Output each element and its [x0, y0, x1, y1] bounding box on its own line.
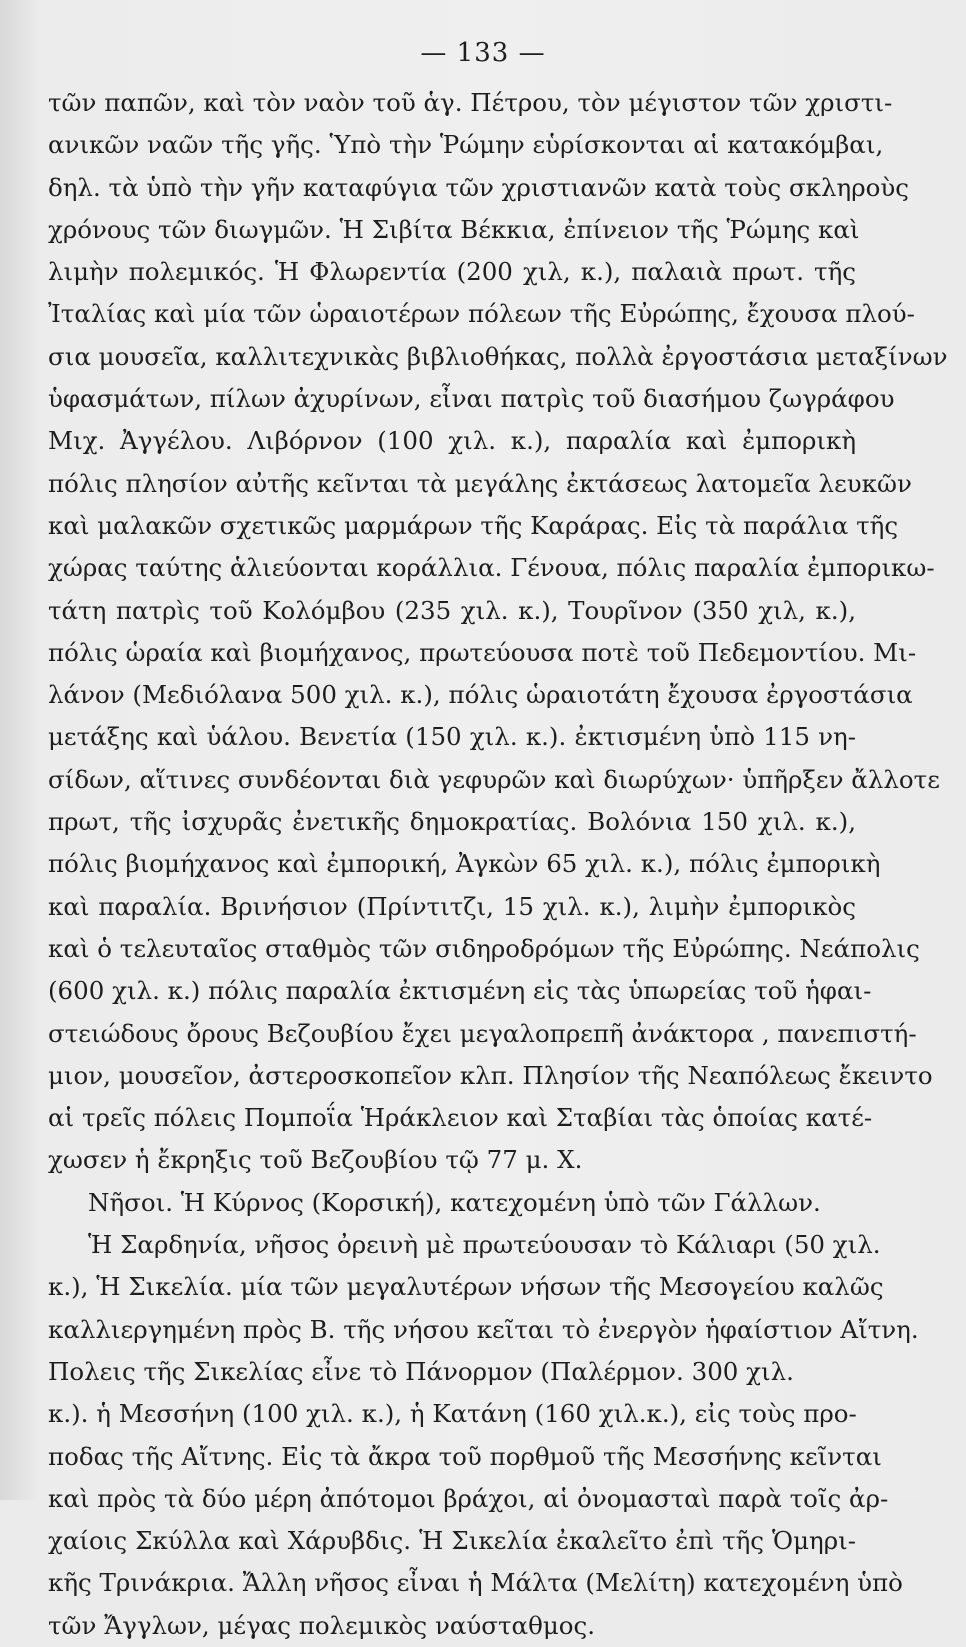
text-line: Ἡ Σαρδηνία, νῆσος ὀρεινὴ μὲ πρωτεύουσαν τὸ Κάλιαρι (50 χιλ.	[88, 1230, 881, 1260]
text-line: πόλις βιομήχανος καὶ ἐμπορική, Ἀγκὼν 65 χιλ. κ.), πόλις ἐμπορικὴ	[48, 849, 881, 879]
text-line: χαίοις Σκύλλα καὶ Χάρυβδις. Ἡ Σικελία ἐκαλεῖτο ἐπὶ τῆς Ὁμηρι-	[48, 1526, 856, 1556]
text-line: (600 χιλ. κ.) πόλις παραλία ἐκτισμένη εἰς τὰς ὑπωρείας τοῦ ἡφαι-	[48, 976, 872, 1006]
text-line: τῶν Ἄγγλων, μέγας πολεμικὸς ναύσταθμος.	[48, 1610, 596, 1640]
text-line: τάτη πατρὶς τοῦ Κολόμβου (235 χιλ. κ.), Τουρῖνον (350 χιλ, κ.),	[48, 595, 856, 625]
text-line: μιον, μουσεῖον, ἀστεροσκοπεῖον κλπ. Πλησίον τῆς Νεαπόλεως ἔκειντο	[48, 1060, 933, 1090]
text-line: καὶ παραλία. Βρινήσιον (Πρίντιτζι, 15 χιλ. κ.), λιμὴν ἐμπορικὸς	[48, 891, 856, 921]
text-line: κ.), Ἡ Σικελία. μία τῶν μεγαλυτέρων νήσων τῆς Μεσογείου καλῶς	[48, 1272, 884, 1302]
text-line: κ.). ἡ Μεσσήνη (100 χιλ. κ.), ἡ Κατάνη (160 χιλ.κ.), εἰς τοὺς προ-	[48, 1399, 857, 1429]
text-line: αἱ τρεῖς πόλεις Πομποΐα Ἡράκλειον καὶ Σταβίαι τὰς ὁποίας κατέ-	[48, 1103, 873, 1133]
text-line: στειώδους ὄρους Βεζουβίου ἔχει μεγαλοπρεπῆ ἀνάκτορα , πανεπιστή-	[48, 1018, 917, 1048]
text-line: δηλ. τὰ ὑπὸ τὴν γῆν καταφύγια τῶν χριστιανῶν κατὰ τοὺς σκληροὺς	[48, 172, 909, 202]
text-line: ποδας τῆς Αἴτνης. Εἰς τὰ ἄκρα τοῦ πορθμοῦ τῆς Μεσσήνης κεῖνται	[48, 1441, 882, 1471]
text-line: λιμὴν πολεμικός. Ἡ Φλωρεντία (200 χιλ, κ.), παλαιὰ πρωτ. τῆς	[48, 257, 856, 287]
text-line: καὶ πρὸς τὰ δύο μέρη ἀπότομοι βράχοι, αἱ ὀνομασταὶ παρὰ τοῖς ἀρ-	[48, 1483, 889, 1513]
text-line: Μιχ. Ἀγγέλου. Λιβόρνον (100 χιλ. κ.), παραλία καὶ ἐμπορικὴ	[48, 426, 856, 456]
text-line: μετάξης καὶ ὑάλου. Βενετία (150 χιλ. κ.). ἐκτισμένη ὑπὸ 115 νη-	[48, 722, 856, 752]
text-line: καλλιεργημένη πρὸς Β. τῆς νήσου κεῖται τὸ ἐνεργὸν ἡφαίστιον Αἴτνη.	[48, 1314, 919, 1344]
page-number: — 133 —	[420, 38, 546, 68]
text-line: πόλις πλησίον αὐτῆς κεῖνται τὰ μεγάλης ἐκτάσεως λατομεῖα λευκῶν	[48, 468, 912, 498]
text-body	[48, 82, 948, 1647]
text-line: σίδων, αἵτινες συνδέονται διὰ γεφυρῶν καὶ διωρύχων· ὑπῆρξεν ἄλλοτε	[48, 764, 940, 794]
text-line: Ἰταλίας καὶ μία τῶν ὡραιοτέρων πόλεων τῆς Εὐρώπης, ἔχουσα πλού-	[48, 299, 915, 329]
text-line: πρωτ, τῆς ἰσχυρᾶς ἐνετικῆς δημοκρατίας. Βολόνια 150 χιλ. κ.),	[48, 807, 856, 837]
text-line: Νῆσοι. Ἡ Κύρνος (Κορσική), κατεχομένη ὑπὸ τῶν Γάλλων.	[88, 1187, 821, 1217]
text-line: Πολεις τῆς Σικελίας εἶνε τὸ Πάνορμον (Παλέρμον. 300 χιλ.	[48, 1356, 794, 1386]
text-line: πόλις ὡραία καὶ βιομήχανος, πρωτεύουσα ποτὲ τοῦ Πεδεμοντίου. Μι-	[48, 637, 917, 667]
text-line: σια μουσεῖα, καλλιτεχνικὰς βιβλιοθήκας, πολλὰ ἐργοστάσια μεταξίνων	[48, 341, 948, 371]
text-line: κῆς Τρινάκρια. Ἄλλη νῆσος εἶναι ἡ Μάλτα (Μελίτη) κατεχομένη ὑπὸ	[48, 1568, 903, 1598]
text-line: χωσεν ἡ ἔκρηξις τοῦ Βεζουβίου τῷ 77 μ. Χ.	[48, 1145, 583, 1175]
text-line: τῶν παπῶν, καὶ τὸν ναὸν τοῦ ἁγ. Πέτρου, τὸν μέγιστον τῶν χριστι-	[48, 88, 893, 117]
text-line: καὶ ὁ τελευταῖος σταθμὸς τῶν σιδηροδρόμων τῆς Εὐρώπης. Νεάπολις	[48, 933, 920, 963]
text-line: χώρας ταύτης ἁλιεύονται κοράλλια. Γένουα, πόλις παραλία ἐμπορικω-	[48, 553, 935, 583]
text-line: λάνον (Μεδιόλανα 500 χιλ. κ.), πόλις ὡραιοτάτη ἔχουσα ἐργοστάσια	[48, 680, 913, 710]
text-line: καὶ μαλακῶν σχετικῶς μαρμάρων τῆς Καράρας. Εἰς τὰ παράλια τῆς	[48, 510, 899, 540]
text-line: χρόνους τῶν διωγμῶν. Ἡ Σιβίτα Βέκκια, ἐπίνειον τῆς Ῥώμης καὶ	[48, 214, 860, 244]
text-line: ὑφασμάτων, πίλων ἀχυρίνων, εἶναι πατρὶς τοῦ διασήμου ζωγράφου	[48, 384, 895, 414]
text-line: ανικῶν ναῶν τῆς γῆς. Ὑπὸ τὴν Ῥώμην εὑρίσκονται αἱ κατακόμβαι,	[48, 130, 884, 160]
